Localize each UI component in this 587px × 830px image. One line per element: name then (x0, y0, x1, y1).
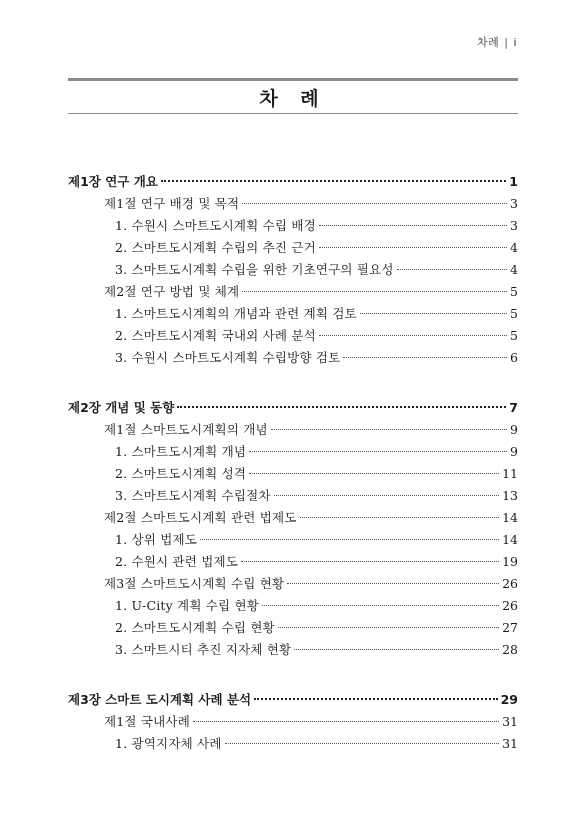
dot-leader (319, 335, 507, 336)
dot-leader (193, 721, 499, 722)
toc-section-entry-label: 제1절 스마트도시계획의 개념 (104, 422, 268, 437)
toc-item-entry-label: 1. 스마트도시계획 개념 (115, 444, 247, 459)
toc-item-entry-page-number: 4 (510, 262, 518, 277)
toc-item-entry[interactable] (68, 237, 518, 259)
toc-section-entry-label: 제2절 스마트도시계획 관련 법제도 (104, 510, 297, 525)
toc-chapter-entry-page-number: 1 (509, 174, 518, 189)
toc-section-entry[interactable] (68, 711, 518, 733)
toc-section-entry-page-number: 9 (510, 422, 518, 437)
dot-leader (249, 473, 499, 474)
toc-item-entry[interactable] (68, 441, 518, 463)
toc-item-entry[interactable] (68, 485, 518, 507)
dot-leader (294, 649, 499, 650)
toc-item-entry-label: 1. 수원시 스마트도시계획 수립 배경 (115, 218, 316, 233)
toc-item-entry-page-number: 28 (502, 642, 518, 657)
running-head-section: 차례 (476, 36, 500, 49)
toc-section-entry-page-number: 5 (510, 284, 518, 299)
toc-chapter (68, 688, 518, 755)
toc-item-entry[interactable] (68, 639, 518, 661)
dot-leader (300, 517, 500, 518)
toc-item-entry[interactable] (68, 617, 518, 639)
toc-section-entry-label: 제1절 국내사례 (104, 714, 190, 729)
toc-item-entry-page-number: 14 (502, 532, 518, 547)
dot-leader (225, 743, 499, 744)
dot-leader (319, 247, 507, 248)
dot-leader (161, 180, 506, 182)
page-title: 차 례 (259, 88, 327, 110)
dot-leader (343, 357, 507, 358)
toc-item-entry-label: 2. 스마트도시계획 수립 현황 (115, 620, 275, 635)
toc-item-entry-label: 1. U-City 계획 수립 현황 (115, 598, 260, 613)
toc-item-entry-page-number: 26 (502, 598, 518, 613)
toc-item-entry-label: 2. 스마트도시계획 성격 (115, 466, 247, 481)
toc-chapter (68, 396, 518, 661)
toc-item-entry-label: 1. 스마트도시계획의 개념과 관련 계획 검토 (115, 306, 357, 321)
dot-leader (200, 539, 499, 540)
dot-leader (271, 429, 507, 430)
dot-leader (397, 269, 507, 270)
toc-chapter-entry[interactable] (68, 170, 518, 193)
toc-item-entry-page-number: 6 (510, 350, 518, 365)
toc-section-entry-label: 제1절 연구 배경 및 목적 (104, 196, 240, 211)
toc-section-entry[interactable] (68, 573, 518, 595)
toc-item-entry-label: 3. 스마트시티 추진 지자체 현황 (115, 642, 292, 657)
toc-item-entry-label: 1. 상위 법제도 (115, 532, 198, 547)
toc-chapter-entry-label: 제2장 개념 및 동향 (68, 400, 175, 415)
toc-section-entry-page-number: 31 (502, 714, 518, 729)
toc-item-entry-page-number: 4 (510, 240, 518, 255)
toc-item-entry[interactable] (68, 463, 518, 485)
toc-item-entry-page-number: 27 (502, 620, 518, 635)
toc-item-entry-label: 1. 광역지자체 사례 (115, 736, 222, 751)
toc-item-entry[interactable] (68, 325, 518, 347)
toc-chapter-entry-label: 제3장 스마트 도시계획 사례 분석 (68, 692, 252, 707)
toc-item-entry-label: 2. 스마트도시계획 국내외 사례 분석 (115, 328, 316, 343)
toc-chapter-entry[interactable] (68, 396, 518, 419)
toc-item-entry-page-number: 5 (510, 306, 518, 321)
toc-item-entry-label: 3. 스마트도시계획 수립을 위한 기초연구의 필요성 (115, 262, 394, 277)
toc-item-entry[interactable] (68, 215, 518, 237)
toc-item-entry-page-number: 11 (502, 466, 518, 481)
dot-leader (177, 406, 506, 408)
toc-item-entry-page-number: 19 (502, 554, 518, 569)
toc-section-entry[interactable] (68, 419, 518, 441)
toc-item-entry-label: 3. 스마트도시계획 수립절차 (115, 488, 271, 503)
toc-section-entry[interactable] (68, 193, 518, 215)
running-head (477, 34, 517, 50)
running-head-page-numeral: i (513, 36, 517, 49)
toc-section-entry-page-number: 14 (502, 510, 518, 525)
toc-item-entry-page-number: 3 (510, 218, 518, 233)
dot-leader (242, 203, 507, 204)
title-rule-top (68, 78, 518, 81)
toc-section-entry[interactable] (68, 281, 518, 303)
toc-item-entry-label: 3. 수원시 스마트도시계획 수립방향 검토 (115, 350, 341, 365)
dot-leader (262, 605, 499, 606)
toc-chapter-entry[interactable] (68, 688, 518, 711)
toc-item-entry[interactable] (68, 259, 518, 281)
dot-leader (360, 313, 507, 314)
toc-item-entry-page-number: 31 (502, 736, 518, 751)
toc-section-entry[interactable] (68, 507, 518, 529)
toc-chapter-entry-page-number: 7 (509, 400, 518, 415)
toc-item-entry[interactable] (68, 347, 518, 369)
toc-item-entry[interactable] (68, 303, 518, 325)
toc-item-entry-label: 2. 스마트도시계획 수립의 추진 근거 (115, 240, 316, 255)
table-of-contents (68, 170, 518, 755)
running-head-separator: | (504, 36, 509, 49)
toc-chapter (68, 170, 518, 369)
title-rule-bottom (68, 113, 518, 114)
dot-leader (319, 225, 507, 226)
toc-item-entry[interactable] (68, 529, 518, 551)
toc-section-entry-page-number: 26 (502, 576, 518, 591)
dot-leader (249, 451, 507, 452)
toc-item-entry-page-number: 5 (510, 328, 518, 343)
dot-leader (241, 561, 499, 562)
toc-item-entry[interactable] (68, 595, 518, 617)
toc-chapter-entry-label: 제1장 연구 개요 (68, 174, 158, 189)
toc-item-entry-page-number: 9 (510, 444, 518, 459)
toc-chapter-entry-page-number: 29 (500, 692, 518, 707)
toc-section-entry-page-number: 3 (510, 196, 518, 211)
toc-section-entry-label: 제3절 스마트도시계획 수립 현황 (104, 576, 285, 591)
toc-section-entry-label: 제2절 연구 방법 및 체계 (104, 284, 240, 299)
dot-leader (278, 627, 499, 628)
toc-item-entry[interactable] (68, 733, 518, 755)
dot-leader (242, 291, 507, 292)
toc-item-entry[interactable] (68, 551, 518, 573)
dot-leader (287, 583, 499, 584)
dot-leader (274, 495, 499, 496)
dot-leader (254, 698, 498, 700)
toc-item-entry-label: 2. 수원시 관련 법제도 (115, 554, 239, 569)
toc-item-entry-page-number: 13 (502, 488, 518, 503)
